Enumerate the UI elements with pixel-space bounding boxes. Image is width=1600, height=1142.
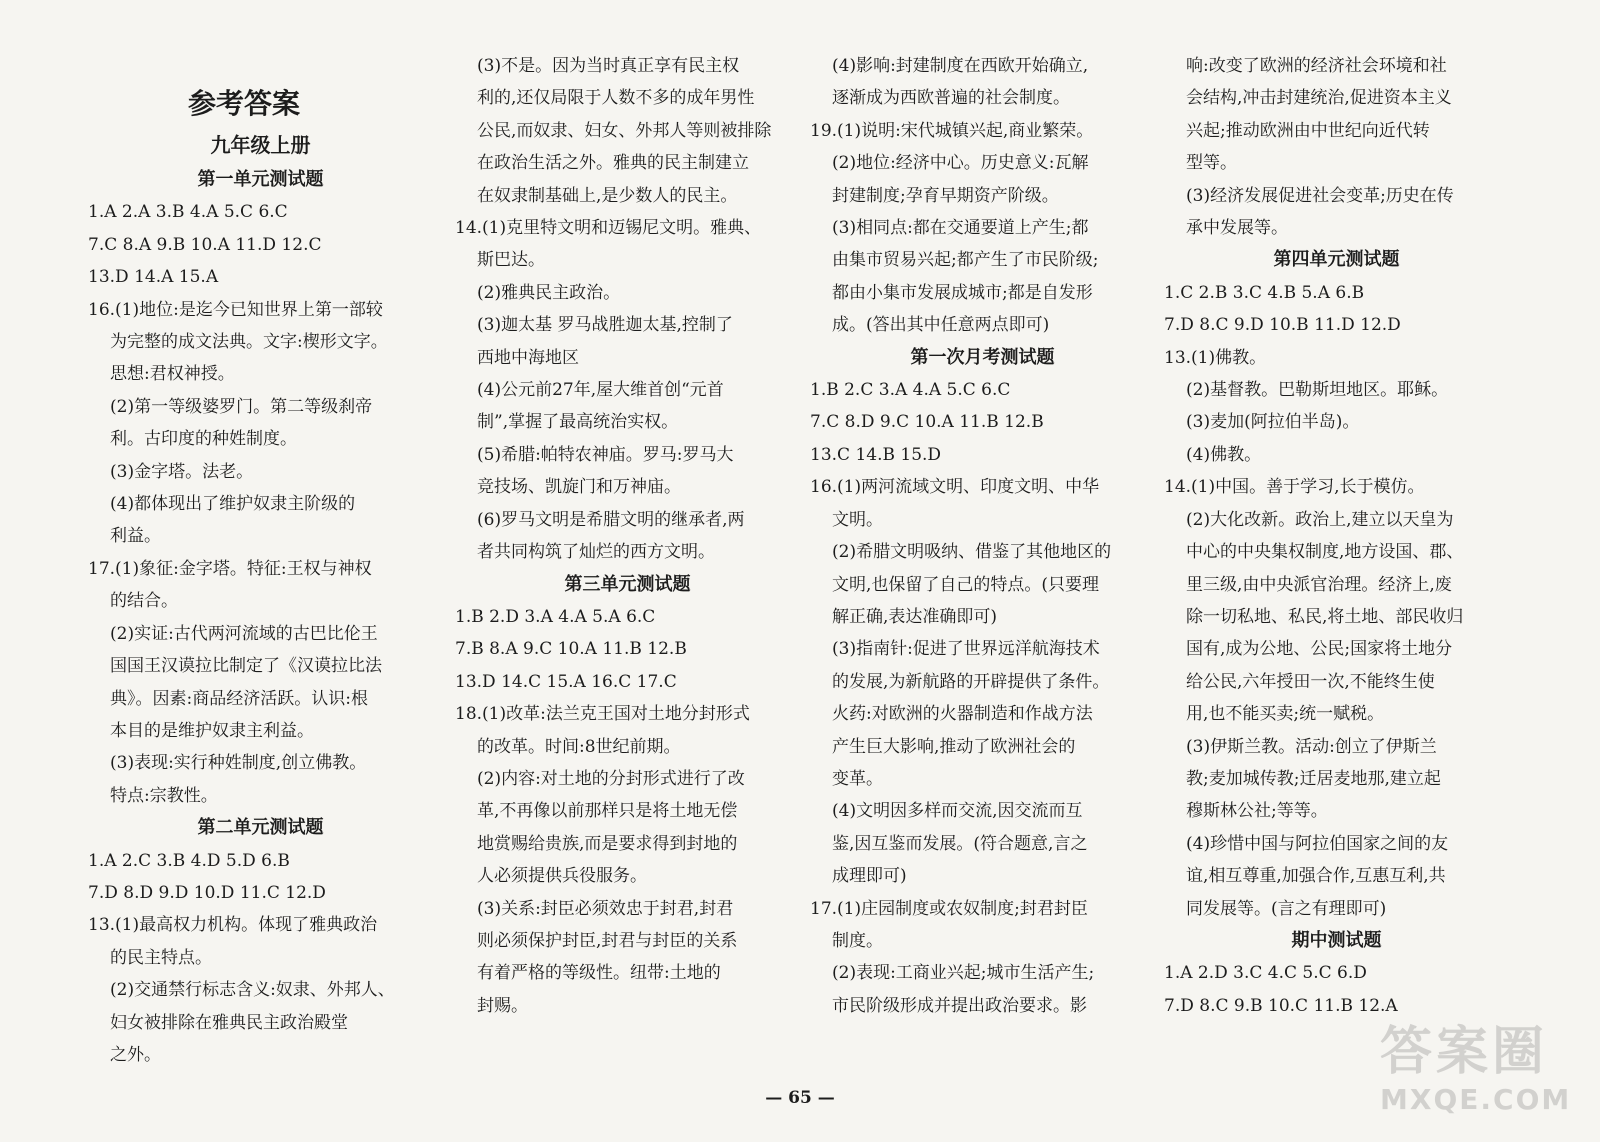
answer-line-continued: 由集市贸易兴起;都产生了市民阶级; (832, 250, 1099, 271)
answer-line-continued: 除一切私地、私民,将土地、部民收归 (1186, 606, 1464, 627)
answer-line-continued: 则必须保护封臣,封君与封臣的关系 (477, 930, 738, 951)
watermark-logo (1380, 1022, 1580, 1132)
answer-column-4 (1164, 50, 1509, 1022)
answer-line: 1.B 2.C 3.A 4.A 5.C 6.C (810, 380, 1011, 401)
answer-line-continued: (2)雅典民主政治。 (477, 282, 621, 303)
answer-column-2 (455, 50, 800, 1022)
answer-line-continued: (3)指南针:促进了世界远洋航海技术 (832, 639, 1100, 660)
answer-line-continued: (2)基督教。巴勒斯坦地区。耶稣。 (1186, 380, 1449, 401)
answer-line-continued: (2)地位:经济中心。历史意义:瓦解 (832, 153, 1089, 174)
answer-line-continued: 妇女被排除在雅典民主政治殿堂 (110, 1012, 348, 1033)
answer-line-continued: (3)迦太基 罗马战胜迦太基,控制了 (477, 315, 733, 336)
answer-line: 7.C 8.A 9.B 10.A 11.D 12.C (88, 234, 322, 255)
answer-line-continued: 穆斯林公社;等等。 (1186, 801, 1328, 822)
page-title: 参考答案 (188, 87, 301, 120)
answer-line: 14.(1)克里特文明和迈锡尼文明。雅典、 (455, 218, 762, 239)
section-heading: 第四单元测试题 (1273, 249, 1400, 271)
answer-line: 13.D 14.C 15.A 16.C 17.C (455, 671, 677, 692)
answer-line-continued: (3)相同点:都在交通要道上产生;都 (832, 218, 1089, 239)
answer-line-continued: (3)伊斯兰教。活动:创立了伊斯兰 (1186, 736, 1437, 757)
answer-line-continued: 之外。 (110, 1044, 161, 1065)
answer-line-continued: 兴起;推动欧洲由中世纪向近代转 (1186, 120, 1430, 141)
answer-line-continued: 为完整的成文法典。文字:楔形文字。 (110, 332, 388, 353)
answer-line-continued: 同发展等。(言之有理即可) (1186, 898, 1387, 919)
answer-line-continued: 有着严格的等级性。纽带:土地的 (477, 963, 721, 984)
answer-line: 17.(1)庄园制度或农奴制度;封君封臣 (810, 898, 1088, 919)
section-heading: 第一次月考测试题 (910, 346, 1055, 368)
answer-line-continued: (3)不是。因为当时真正享有民主权 (477, 56, 740, 76)
answer-line-continued: 文明。 (832, 509, 883, 530)
answer-line: 7.D 8.C 9.D 10.B 11.D 12.D (1164, 315, 1401, 336)
answer-line: 14.(1)中国。善于学习,长于模仿。 (1164, 477, 1425, 498)
answer-line-continued: 典》。因素:商品经济活跃。认识:根 (110, 688, 368, 709)
answer-line: 13.(1)最高权力机构。体现了雅典政治 (88, 915, 378, 936)
answer-line: 1.A 2.A 3.B 4.A 5.C 6.C (88, 202, 288, 223)
answer-line-continued: (3)关系:封臣必须效忠于封君,封君 (477, 898, 734, 919)
answer-column-1 (88, 82, 433, 1071)
answer-line-continued: 国有,成为公地、公民;国家将土地分 (1186, 639, 1453, 660)
answer-line-continued: (4)影响:封建制度在西欧开始确立, (832, 56, 1089, 76)
answer-line-continued: (2)第一等级婆罗门。第二等级刹帝 (110, 396, 373, 417)
page-number: — 65 — (765, 1088, 835, 1108)
answer-line-continued: 制”,掌握了最高统治实权。 (477, 412, 679, 433)
answer-line-continued: 在奴隶制基础上,是少数人的民主。 (477, 185, 738, 206)
answer-line-continued: 鉴,因互鉴而发展。(符合题意,言之 (832, 833, 1088, 854)
answer-line-continued: 人必须提供兵役服务。 (477, 866, 647, 887)
answer-line-continued: (5)希腊:帕特农神庙。罗马:罗马大 (477, 444, 734, 465)
answer-line-continued: (4)佛教。 (1186, 444, 1262, 465)
answer-line: 19.(1)说明:宋代城镇兴起,商业繁荣。 (810, 120, 1094, 141)
answer-line: 1.A 2.D 3.C 4.C 5.C 6.D (1164, 963, 1367, 984)
answer-line-continued: (3)表现:实行种姓制度,创立佛教。 (110, 753, 367, 774)
answer-line-continued: 成理即可) (832, 866, 907, 887)
answer-line-continued: (3)经济发展促进社会变革;历史在传 (1186, 185, 1454, 206)
answer-line-continued: 的发展,为新航路的开辟提供了条件。 (832, 671, 1110, 692)
answer-line-continued: 的改革。时间:8世纪前期。 (477, 736, 681, 757)
answer-line: 16.(1)地位:是迄今已知世界上第一部较 (88, 299, 383, 320)
answer-line-continued: 思想:君权神授。 (110, 364, 235, 385)
answer-line-continued: 产生巨大影响,推动了欧洲社会的 (832, 736, 1076, 757)
answer-line-continued: 逐渐成为西欧普遍的社会制度。 (832, 88, 1070, 109)
watermark-text: 答案圈 (1380, 1022, 1549, 1082)
answer-line-continued: (2)大化改新。政治上,建立以天皇为 (1186, 509, 1454, 530)
answer-line-continued: (2)内容:对土地的分封形式进行了改 (477, 768, 745, 789)
answer-line: 7.D 8.D 9.D 10.D 11.C 12.D (88, 882, 326, 903)
answer-line-continued: 竞技场、凯旋门和万神庙。 (477, 477, 681, 498)
answer-line-continued: 都由小集市发展成城市;都是自发形 (832, 282, 1093, 303)
answer-line: 13.C 14.B 15.D (810, 444, 942, 465)
answer-line: 13.(1)佛教。 (1164, 347, 1267, 368)
answer-line: 7.C 8.D 9.C 10.A 11.B 12.B (810, 412, 1044, 433)
answer-line-continued: 本目的是维护奴隶主利益。 (110, 720, 314, 741)
answer-line-continued: (3)麦加(阿拉伯半岛)。 (1186, 412, 1360, 433)
answer-line-continued: 西地中海地区 (477, 347, 579, 368)
answer-line-continued: 斯巴达。 (477, 250, 545, 271)
answer-line-continued: 的民主特点。 (110, 947, 212, 968)
answer-line-continued: 制度。 (832, 930, 883, 951)
answer-line-continued: 利的,还仅局限于人数不多的成年男性 (477, 88, 755, 109)
section-heading: 第一单元测试题 (197, 169, 324, 190)
answer-line-continued: 国国王汉谟拉比制定了《汉谟拉比法 (110, 656, 382, 677)
answer-line-continued: 在政治生活之外。雅典的民主制建立 (477, 153, 749, 174)
answer-line-continued: (6)罗马文明是希腊文明的继承者,两 (477, 509, 745, 530)
answer-line-continued: 变革。 (832, 768, 883, 789)
answer-line-continued: 中心的中央集权制度,地方设国、郡、 (1186, 542, 1464, 563)
answer-line: 1.C 2.B 3.C 4.B 5.A 6.B (1164, 282, 1365, 303)
answer-line-continued: 者共同构筑了灿烂的西方文明。 (477, 542, 715, 563)
answer-line-continued: (4)公元前27年,屋大维首创“元首 (477, 380, 724, 401)
answer-line-continued: 封建制度;孕育早期资产阶级。 (832, 185, 1059, 206)
watermark-url: MXQE.COM (1380, 1083, 1572, 1116)
answer-line-continued: 市民阶级形成并提出政治要求。影 (832, 995, 1087, 1016)
answer-line-continued: (2)表现:工商业兴起;城市生活产生; (832, 963, 1095, 984)
answer-line-continued: 的结合。 (110, 591, 178, 612)
section-heading: 第三单元测试题 (564, 573, 691, 595)
answer-line-continued: 文明,也保留了自己的特点。(只要理 (832, 574, 1100, 595)
answer-line-continued: 火药:对欧洲的火器制造和作战方法 (832, 704, 1093, 725)
answer-line-continued: (3)金字塔。法老。 (110, 461, 254, 482)
grade-heading: 九年级上册 (210, 133, 311, 157)
answer-line: 16.(1)两河流域文明、印度文明、中华 (810, 477, 1100, 498)
answer-line-continued: 利益。 (110, 526, 161, 547)
answer-line-continued: (2)实证:古代两河流域的古巴比伦王 (110, 623, 378, 644)
section-heading: 第二单元测试题 (197, 817, 324, 839)
answer-column-3 (810, 50, 1155, 1022)
answer-line-continued: 给公民,六年授田一次,不能终生使 (1186, 671, 1435, 692)
answer-line-continued: (2)交通禁行标志含义:奴隶、外邦人、 (110, 980, 395, 1001)
answer-line-continued: (4)珍惜中国与阿拉伯国家之间的友 (1186, 833, 1449, 854)
answer-line-continued: 特点:宗教性。 (110, 785, 218, 806)
answer-line-continued: 谊,相互尊重,加强合作,互惠互利,共 (1186, 866, 1446, 887)
answer-line-continued: (2)希腊文明吸纳、借鉴了其他地区的 (832, 542, 1112, 563)
answer-line: 1.A 2.C 3.B 4.D 5.D 6.B (88, 850, 290, 871)
answer-line-continued: (4)都体现出了维护奴隶主阶级的 (110, 494, 356, 515)
answer-line-continued: 封赐。 (477, 995, 528, 1016)
answer-line-continued: 教;麦加城传教;迁居麦地那,建立起 (1186, 768, 1441, 789)
answer-line-continued: 公民,而奴隶、妇女、外邦人等则被排除 (477, 120, 772, 141)
answer-line: 18.(1)改革:法兰克王国对土地分封形式 (455, 704, 750, 725)
answer-line-continued: 承中发展等。 (1186, 218, 1288, 239)
answer-line: 7.D 8.C 9.B 10.C 11.B 12.A (1164, 995, 1398, 1016)
answer-line-continued: 型等。 (1186, 153, 1237, 174)
section-heading: 期中测试题 (1291, 929, 1382, 951)
answer-line: 1.B 2.D 3.A 4.A 5.A 6.C (455, 606, 656, 627)
answer-line: 7.B 8.A 9.C 10.A 11.B 12.B (455, 639, 687, 660)
answer-line: 17.(1)象征:金字塔。特征:王权与神权 (88, 558, 372, 579)
answer-line-continued: 响:改变了欧洲的经济社会环境和社 (1186, 56, 1447, 76)
answer-line-continued: 用,也不能买卖;统一赋税。 (1186, 704, 1385, 725)
answer-line-continued: 成。(答出其中任意两点即可) (832, 315, 1050, 336)
answer-line: 13.D 14.A 15.A (88, 267, 219, 288)
answer-line-continued: 会结构,冲击封建统治,促进资本主义 (1186, 88, 1452, 109)
answer-line-continued: 地赏赐给贵族,而是要求得到封地的 (477, 833, 738, 854)
answer-line-continued: 革,不再像以前那样只是将土地无偿 (477, 801, 738, 822)
answer-line-continued: 解正确,表达准确即可) (832, 606, 998, 627)
answer-line-continued: 利。古印度的种姓制度。 (110, 429, 297, 450)
answer-line-continued: 里三级,由中央派官治理。经济上,废 (1186, 574, 1452, 595)
answer-line-continued: (4)文明因多样而交流,因交流而互 (832, 801, 1083, 822)
